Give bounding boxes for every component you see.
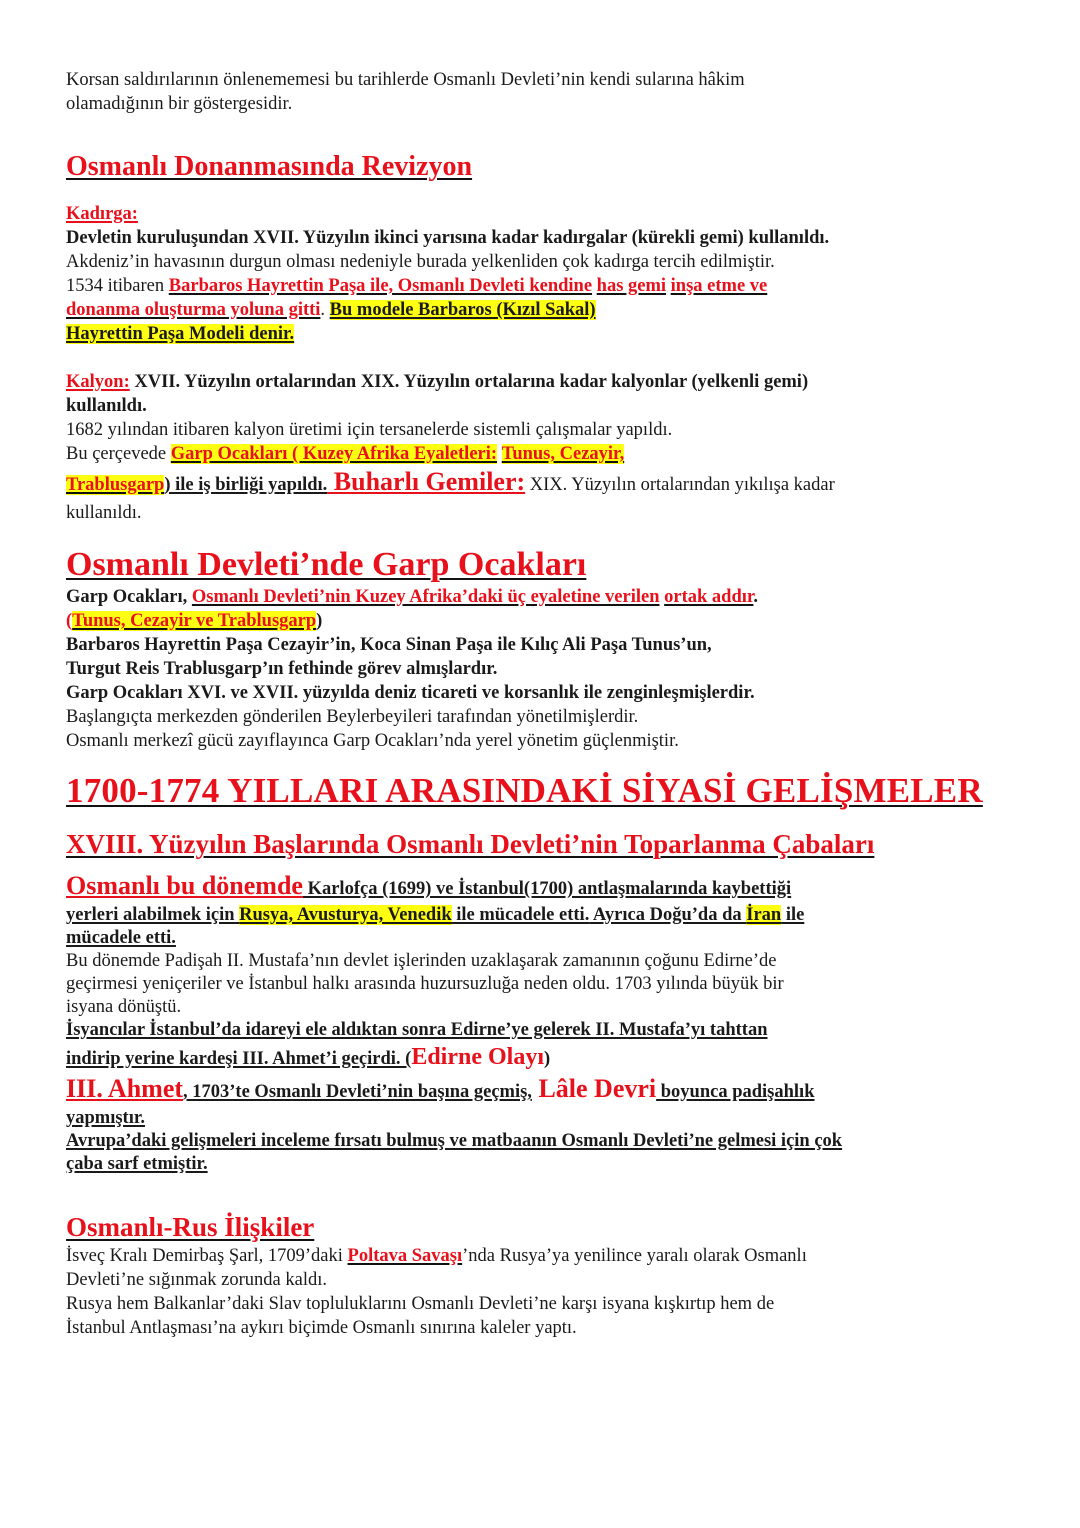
kalyon-line: 1682 yılından itibaren kalyon üretimi için tersanelerde sistemli çalışmalar yapıldı.	[66, 420, 673, 440]
kadirga-highlight: Hayrettin Paşa Modeli denir.	[66, 324, 295, 344]
garp-text: .	[753, 587, 759, 607]
kalyon-text: XIX. Yüzyılın ortalarından yıkılışa kadar	[525, 475, 835, 495]
section-title-donanma: Osmanlı Donanmasında Revizyon	[66, 151, 473, 182]
rus-paragraph	[66, 1244, 1020, 1340]
iii-ahmet-label: III. Ahmet	[66, 1074, 184, 1103]
siyasi-highlight: İran	[746, 905, 782, 925]
garp-line: Turgut Reis Trablusgarp’ın fethinde görev almışlardır.	[66, 659, 498, 679]
siyasi-text: ile mücadele etti.	[451, 905, 590, 925]
kalyon-highlight: Garp Ocakları ( Kuzey Afrika Eyaletleri:	[170, 444, 498, 464]
garp-line: Başlangıçta merkezden gönderilen Beylerbeyileri tarafından yönetilmişlerdir.	[66, 707, 639, 727]
buharli-gemiler-label: Buharlı Gemiler:	[327, 467, 526, 496]
kadirga-paragraph	[66, 202, 1020, 346]
garp-line: Barbaros Hayrettin Paşa Cezayir’in, Koca Sinan Paşa ile Kılıç Ali Paşa Tunus’un,	[66, 635, 712, 655]
siyasi-text: Ayrıca Doğu’da da	[589, 905, 747, 925]
kadirga-red-text: has gemi	[596, 276, 667, 296]
rus-text: ’nda Rusya’ya yenilince yaralı olarak Osmanlı	[462, 1246, 807, 1266]
garp-red-text: ortak addır	[664, 587, 754, 607]
kadirga-red-text: inşa etme ve	[670, 276, 768, 296]
spacer-text	[497, 444, 502, 464]
edirne-olayi-label: Edirne Olayı	[411, 1044, 545, 1070]
garp-text: Garp Ocakları,	[66, 587, 192, 607]
siyasi-highlight: Rusya, Avusturya, Venedik	[239, 905, 452, 925]
section-title-siyasi: 1700-1774 YILLARI ARASINDAKİ SİYASİ GELİŞMELER	[66, 771, 983, 810]
siyasi-text: indirip yerine kardeşi III. Ahmet’i geçirdi. (	[66, 1049, 412, 1069]
kalyon-line: kullanıldı.	[66, 396, 147, 416]
kalyon-text: Bu çerçevede	[66, 444, 171, 464]
lale-devri-label: Lâle Devri	[531, 1074, 657, 1103]
intro-paragraph	[66, 68, 1020, 116]
kadirga-line: Akdeniz’in havasının durgun olması nedeniyle burada yelkenliden çok kadırga tercih edilmiştir.	[66, 252, 775, 272]
siyasi-text: , 1703’te Osmanlı Devleti’nin başına geçmiş,	[183, 1082, 532, 1102]
siyasi-line: çaba sarf etmiştir.	[66, 1154, 208, 1174]
kalyon-line: kullanıldı.	[66, 503, 142, 523]
garp-line: Osmanlı merkezî gücü zayıflayınca Garp Ocakları’nda yerel yönetim güçlenmiştir.	[66, 731, 679, 751]
garp-highlight: Tunus, Cezayir ve Trablusgarp	[72, 611, 317, 631]
section-title-rus: Osmanlı-Rus İlişkiler	[66, 1212, 315, 1242]
siyasi-text: Karlofça (1699) ve İstanbul(1700) antlaşmalarında kaybettiği	[302, 879, 792, 899]
siyasi-line: Avrupa’daki gelişmeleri inceleme fırsatı bulmuş ve matbaanın Osmanlı Devleti’ne gelmesi için çok	[66, 1131, 843, 1151]
kadirga-red-text: donanma oluşturma yoluna gitti	[66, 300, 321, 320]
section-title-garp: Osmanlı Devleti’nde Garp Ocakları	[66, 546, 587, 583]
kadirga-label: Kadırga:	[66, 204, 138, 224]
siyasi-text: ile	[781, 905, 805, 925]
kadirga-line: Devletin kuruluşundan XVII. Yüzyılın ikinci yarısına kadar kadırgalar (kürekli gemi) kullanıldı.	[66, 228, 830, 248]
kalyon-paragraph	[66, 370, 1020, 525]
kalyon-highlight: Tunus, Cezayir,	[501, 444, 625, 464]
rus-line: İstanbul Antlaşması’na aykırı biçimde Osmanlı sınırına kaleler yaptı.	[66, 1318, 577, 1338]
kalyon-line: XVII. Yüzyılın ortalarından XIX. Yüzyılın ortalarına kadar kalyonlar (yelkenli gemi)	[129, 372, 809, 392]
kadirga-highlight: Bu modele Barbaros (Kızıl Sakal)	[329, 300, 596, 320]
section-subtitle-toparlanma: XVIII. Yüzyılın Başlarında Osmanlı Devleti’nin Toparlanma Çabaları	[66, 829, 875, 859]
kalyon-label: Kalyon:	[66, 372, 130, 392]
poltava-label: Poltava Savaşı	[347, 1246, 463, 1266]
siyasi-line: isyana dönüştü.	[66, 997, 182, 1017]
siyasi-lead: Osmanlı bu dönemde	[66, 871, 303, 900]
rus-line: Devleti’ne sığınmak zorunda kaldı.	[66, 1270, 327, 1290]
rus-text: İsveç Kralı Demirbaş Şarl, 1709’daki	[66, 1246, 348, 1266]
garp-text: )	[316, 611, 323, 631]
garp-text: (	[66, 611, 73, 631]
kalyon-highlight: Trablusgarp	[66, 475, 165, 495]
siyasi-text: )	[544, 1049, 551, 1069]
siyasi-paragraph	[66, 871, 1020, 1176]
kalyon-text: ) ile iş birliği yapıldı.	[164, 475, 328, 495]
garp-red-text: Osmanlı Devleti’nin Kuzey Afrika’daki üç eyaletine verilen	[191, 587, 660, 607]
intro-line: Korsan saldırılarının önlenememesi bu tarihlerde Osmanlı Devleti’nin kendi sularına hâkim	[66, 70, 745, 90]
siyasi-line: yapmıştır.	[66, 1108, 145, 1128]
kadirga-red-text: Barbaros Hayrettin Paşa ile, Osmanlı Devleti kendine	[168, 276, 593, 296]
kadirga-text: .	[320, 300, 330, 320]
siyasi-line: Bu dönemde Padişah II. Mustafa’nın devlet işlerinden uzaklaşarak zamanının çoğunu Edirne’de	[66, 951, 777, 971]
garp-paragraph	[66, 585, 1020, 753]
siyasi-line: İsyancılar İstanbul’da idareyi ele aldıktan sonra Edirne’ye gelerek II. Mustafa’yı tahttan	[66, 1020, 768, 1040]
siyasi-line: geçirmesi yeniçeriler ve İstanbul halkı arasında huzursuzluğa neden oldu. 1703 yılında büyük bir	[66, 974, 784, 994]
siyasi-line: mücadele etti.	[66, 928, 176, 948]
intro-line: olamadığının bir göstergesidir.	[66, 94, 293, 114]
siyasi-text: yerleri alabilmek için	[66, 905, 240, 925]
kadirga-text: 1534 itibaren	[66, 276, 169, 296]
rus-line: Rusya hem Balkanlar’daki Slav topluluklarını Osmanlı Devleti’ne karşı isyana kışkırtıp hem de	[66, 1294, 775, 1314]
garp-line: Garp Ocakları XVI. ve XVII. yüzyılda deniz ticareti ve korsanlık ile zenginleşmişlerdir.	[66, 683, 755, 703]
siyasi-text: boyunca padişahlık	[656, 1082, 815, 1102]
